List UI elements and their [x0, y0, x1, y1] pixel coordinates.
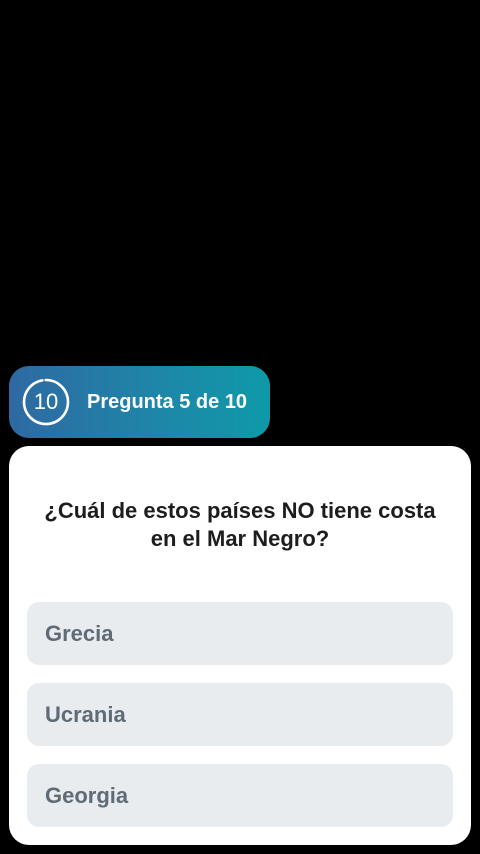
answer-option-grecia[interactable]: Grecia: [27, 602, 453, 665]
question-card: [9, 446, 471, 845]
answer-option-georgia[interactable]: Georgia: [27, 764, 453, 827]
question-progress-label: Pregunta 5 de 10: [87, 391, 248, 413]
countdown-timer: [21, 377, 71, 427]
question-text: ¿Cuál de estos países NO tiene costa en el Mar Negro?: [44, 498, 436, 551]
timer-value: 10: [33, 389, 59, 414]
question-header-pill: [9, 366, 270, 438]
answer-option-ucrania[interactable]: Ucrania: [27, 683, 453, 746]
